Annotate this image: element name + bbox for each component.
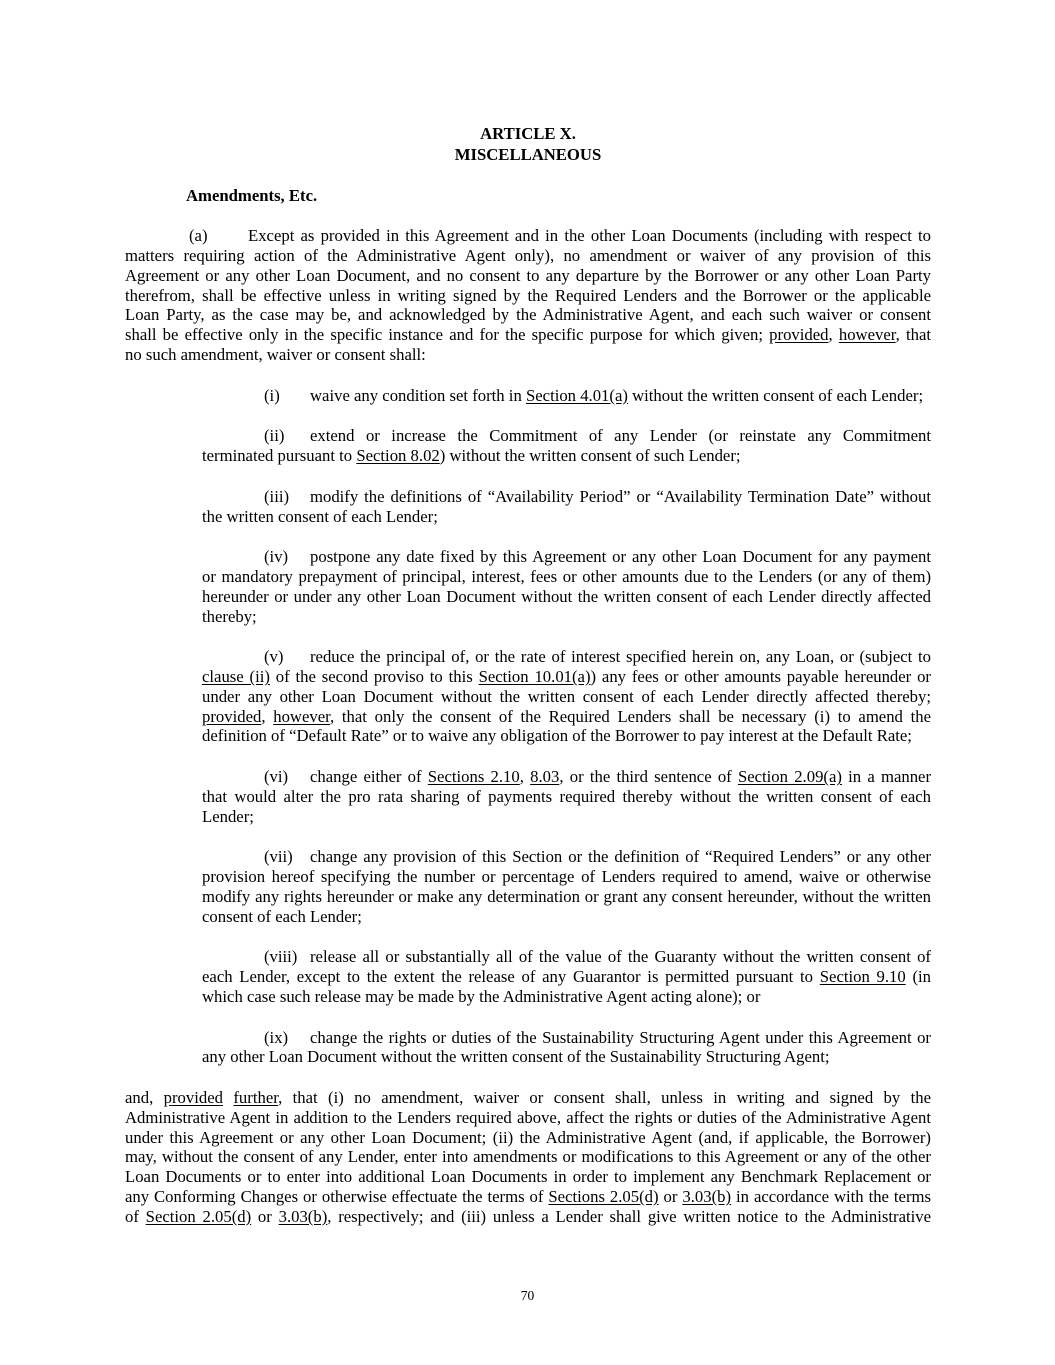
text-line [202, 947, 931, 967]
text-run: without the written consent of each Lender; [627, 385, 924, 405]
text-run: ) any fees or other amounts payable hereunder or [590, 667, 931, 686]
text-line [202, 607, 931, 627]
text-run: waive any condition set forth in [310, 385, 526, 405]
text-line [202, 867, 931, 887]
text-run: thereby; [202, 606, 257, 626]
text-run: therefrom, shall be effective unless in writing signed by the Required Lenders and the Borrower or the applicable [125, 285, 931, 305]
text-run: that would alter the pro rata sharing of payments required thereby without the written consent of each [202, 786, 931, 806]
text-run: change the rights or duties of the Sustainability Structuring Agent under this Agreement or [310, 1027, 931, 1047]
clause-vii [202, 847, 931, 926]
underlined-text: Section 4.01(a) [525, 385, 628, 405]
text-run: or [658, 1186, 683, 1206]
text-line [202, 487, 931, 507]
clause-label: (iii) [264, 486, 290, 506]
clause-label: (vi) [264, 767, 289, 786]
text-line [202, 426, 931, 446]
text-line [202, 1028, 931, 1048]
underlined-text: however [273, 706, 331, 726]
text-line [202, 767, 931, 787]
text-line [125, 1167, 931, 1187]
text-run: , [519, 767, 531, 786]
text-run: hereunder or under any other Loan Document without the written consent of each Lender directly affected [202, 586, 931, 606]
text-run: Loan Documents or to enter into additional Loan Documents in order to implement any Benchmark Replacement or [125, 1167, 931, 1186]
article-heading [125, 124, 931, 165]
article-title: MISCELLANEOUS [454, 144, 602, 164]
text-run: release all or substantially all of the value of the Guaranty without the written consent of [310, 947, 931, 967]
underlined-text: Section 9.10 [819, 967, 906, 986]
text-run: , [828, 325, 839, 344]
text-run: terminated pursuant to [202, 446, 357, 465]
text-line [202, 507, 931, 527]
underlined-text: provided [202, 706, 262, 726]
underlined-text: Sections 2.10 [427, 767, 520, 786]
text-run: in accordance with the terms [731, 1186, 931, 1206]
underlined-text: however [838, 325, 896, 344]
text-line [125, 1108, 931, 1128]
text-run [223, 1088, 233, 1107]
text-line [202, 907, 931, 927]
underlined-text: 3.03(b) [278, 1206, 328, 1226]
text-line [202, 446, 931, 466]
text-run: , that (i) no amendment, waiver or consent shall, unless in writing and signed by the [278, 1088, 932, 1107]
text-line [202, 987, 931, 1007]
text-line [202, 847, 931, 867]
text-run: postpone any date fixed by this Agreement or any other Loan Document for any payment [310, 547, 931, 567]
text-run: , [261, 706, 274, 726]
clause-iv [202, 547, 931, 626]
text-line [202, 687, 931, 707]
text-line [125, 226, 931, 246]
text-run: Loan Party, as the case may be, and acknowledged by the Administrative Agent, and each such waiver or consent [125, 305, 931, 325]
text-run: each Lender, except to the extent the release of any Guarantor is permitted pursuant to [202, 967, 820, 986]
text-run: or [251, 1206, 279, 1226]
underlined-text: provided [769, 325, 829, 344]
underlined-text: Sections 2.05(d) [548, 1186, 659, 1206]
text-run: Except as provided in this Agreement and in the other Loan Documents (including with respect to [248, 226, 931, 246]
text-line [202, 726, 931, 746]
text-line [125, 286, 931, 306]
text-run: , or the third sentence of [559, 767, 738, 786]
text-run: reduce the principal of, or the rate of interest specified herein on, any Loan, or (subject to [310, 647, 931, 667]
text-line [125, 325, 931, 345]
text-run: , that only the consent of the Required Lenders shall be necessary (i) to amend the [330, 706, 932, 726]
text-run: the written consent of each Lender; [202, 506, 438, 526]
clause-viii [202, 947, 931, 1006]
page-number: 70 [520, 1288, 535, 1303]
text-run: ) without the written consent of such Lender; [439, 446, 741, 465]
clause-label: (viii) [264, 947, 298, 967]
text-line [125, 1088, 931, 1108]
paragraph-a [125, 226, 931, 364]
text-run: any Conforming Changes or otherwise effectuate the terms of [125, 1186, 549, 1206]
text-line [125, 1128, 931, 1148]
article-number: ARTICLE X. [480, 124, 576, 143]
text-run: modify any rights hereunder or make any determination or grant any consent hereunder, without the written [202, 886, 931, 906]
underlined-text: Section 2.09(a) [737, 767, 842, 786]
underlined-text: provided [163, 1088, 223, 1107]
text-line [202, 567, 931, 587]
clause-label: (iv) [264, 547, 289, 567]
clause-ii [202, 426, 931, 466]
text-run: under this Agreement or any other Loan Document; (ii) the Administrative Agent (and, if applicable, the Borrower) [125, 1127, 931, 1147]
text-run: , respectively; and (iii) unless a Lender shall give written notice to the Administrative [327, 1206, 931, 1226]
text-line [202, 647, 931, 667]
text-run: definition of “Default Rate” or to waive any obligation of the Borrower to pay interest at the Default Rate; [202, 726, 912, 746]
text-run: may, without the consent of any Lender, enter into amendments or modifications to this Agreement or any of the other [125, 1147, 931, 1167]
text-line [202, 386, 931, 406]
text-run: shall be effective only in the specific instance and for the specific purpose for which given; [125, 325, 770, 344]
text-run: Lender; [202, 806, 254, 826]
underlined-text: further [233, 1088, 279, 1107]
clause-v [202, 647, 931, 746]
clause-list [125, 386, 931, 1068]
text-run: Agreement or any other Loan Document, and no consent to any departure by the Borrower or any other Loan Party [125, 265, 931, 285]
text-line [202, 547, 931, 567]
text-run: any other Loan Document without the written consent of the Sustainability Structuring Agent; [202, 1047, 830, 1067]
text-run: which case such release may be made by the Administrative Agent acting alone); or [202, 986, 761, 1006]
underlined-text: 3.03(b) [682, 1186, 732, 1206]
text-run: and, [125, 1088, 164, 1107]
text-line [125, 305, 931, 325]
text-line [202, 707, 931, 727]
clause-ix [202, 1028, 931, 1068]
text-line [202, 807, 931, 827]
text-line [125, 1187, 931, 1207]
clause-label: (v) [264, 647, 284, 667]
text-run: modify the definitions of “Availability Period” or “Availability Termination Date” without [310, 486, 931, 506]
text-line [125, 345, 931, 365]
underlined-text: Section 2.05(d) [145, 1206, 252, 1226]
paragraph-label: (a) [189, 226, 208, 246]
text-run: under any other Loan Document without the written consent of each Lender directly affected thereby; [202, 686, 931, 706]
text-line [125, 1207, 931, 1227]
text-run: of [125, 1206, 146, 1226]
text-run: extend or increase the Commitment of any Lender (or reinstate any Commitment [310, 426, 931, 446]
clause-i [202, 386, 931, 406]
text-line [125, 246, 931, 266]
text-line [202, 667, 931, 687]
clause-label: (i) [264, 385, 280, 405]
clause-iii [202, 487, 931, 527]
clause-label: (vii) [264, 847, 293, 867]
text-run: (in [905, 967, 931, 986]
text-run: of the second proviso to this [269, 667, 479, 686]
text-run: consent of each Lender; [202, 906, 362, 926]
underlined-text: 8.03 [530, 767, 560, 786]
text-run: matters requiring action of the Administrative Agent only), no amendment or waiver of any provision of this [125, 246, 931, 265]
section-heading: Amendments, Etc. [186, 186, 318, 205]
text-run: provision hereof specifying the number or percentage of Lenders required to amend, waive or otherwise [202, 867, 931, 886]
text-run: , that [895, 325, 932, 344]
text-line [202, 887, 931, 907]
clause-label: (ii) [264, 426, 285, 446]
underlined-text: Section 8.02 [356, 446, 440, 465]
text-run: Administrative Agent in addition to the Lenders required above, affect the rights or duties of the Administrative Agent [125, 1107, 931, 1127]
text-line [125, 266, 931, 286]
clause-label: (ix) [264, 1027, 289, 1047]
text-run: or mandatory prepayment of principal, interest, fees or other amounts due to the Lenders (or any of them) [202, 567, 931, 586]
text-line [125, 1147, 931, 1167]
text-run: in a manner [841, 767, 931, 786]
proviso-paragraph [125, 1088, 931, 1226]
text-run: no such amendment, waiver or consent shall: [125, 344, 426, 364]
text-line [202, 967, 931, 987]
clause-vi [202, 767, 931, 826]
text-line [202, 587, 931, 607]
text-line [202, 1047, 931, 1067]
text-run: change either of [310, 767, 428, 786]
text-run: change any provision of this Section or the definition of “Required Lenders” or any other [310, 847, 931, 867]
underlined-text: Section 10.01(a) [478, 667, 591, 686]
underlined-text: clause (ii) [202, 667, 270, 686]
text-line [202, 787, 931, 807]
